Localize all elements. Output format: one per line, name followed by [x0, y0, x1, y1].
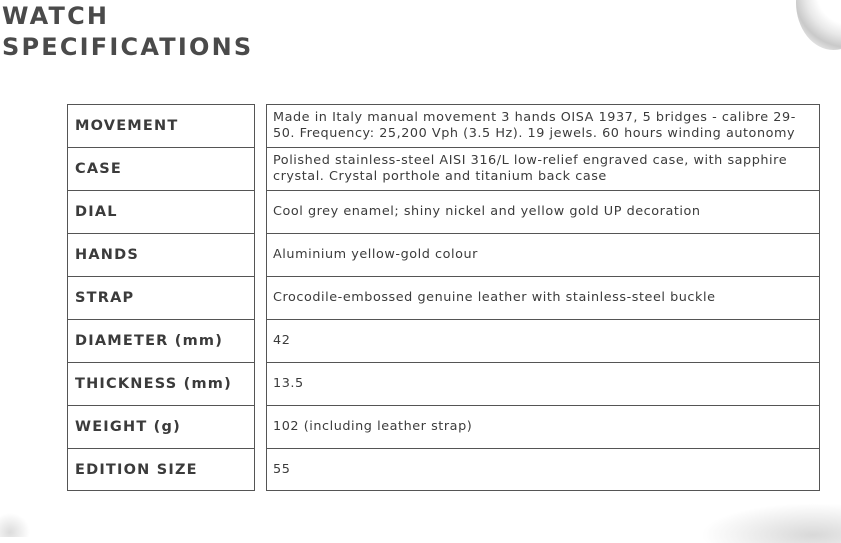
decorative-shadow — [701, 503, 841, 543]
spec-label-edition-size: EDITION SIZE — [67, 448, 255, 491]
spec-value-hands: Aluminium yellow-gold colour — [266, 233, 820, 277]
watch-image-fragment — [796, 0, 841, 50]
spec-label-dial: DIAL — [67, 190, 255, 234]
spec-label-thickness: THICKNESS (mm) — [67, 362, 255, 406]
spec-value-case: Polished stainless-steel AISI 316/L low-relief engraved case, with sapphire crystal. Crystal porthole and titanium back case — [266, 147, 820, 191]
spec-label-hands: HANDS — [67, 233, 255, 277]
page-title — [2, 1, 253, 63]
spec-label-diameter: DIAMETER (mm) — [67, 319, 255, 363]
page-title-line-1: WATCH — [2, 2, 110, 30]
page-title-line-2: SPECIFICATIONS — [2, 33, 254, 61]
spec-value-strap: Crocodile-embossed genuine leather with stainless-steel buckle — [266, 276, 820, 320]
spec-value-movement: Made in Italy manual movement 3 hands OISA 1937, 5 bridges - calibre 29-50. Frequency: 25,200 Vph (3.5 Hz). 19 jewels. 60 hours winding autonomy — [266, 104, 820, 148]
spec-value-edition-size: 55 — [266, 448, 820, 491]
spec-value-diameter: 42 — [266, 319, 820, 363]
spec-label-case: CASE — [67, 147, 255, 191]
spec-label-weight: WEIGHT (g) — [67, 405, 255, 449]
decorative-shadow-left — [0, 513, 30, 537]
spec-value-thickness: 13.5 — [266, 362, 820, 406]
spec-value-dial: Cool grey enamel; shiny nickel and yellow gold UP decoration — [266, 190, 820, 234]
spec-label-movement: MOVEMENT — [67, 104, 255, 148]
spec-label-strap: STRAP — [67, 276, 255, 320]
spec-value-weight: 102 (including leather strap) — [266, 405, 820, 449]
